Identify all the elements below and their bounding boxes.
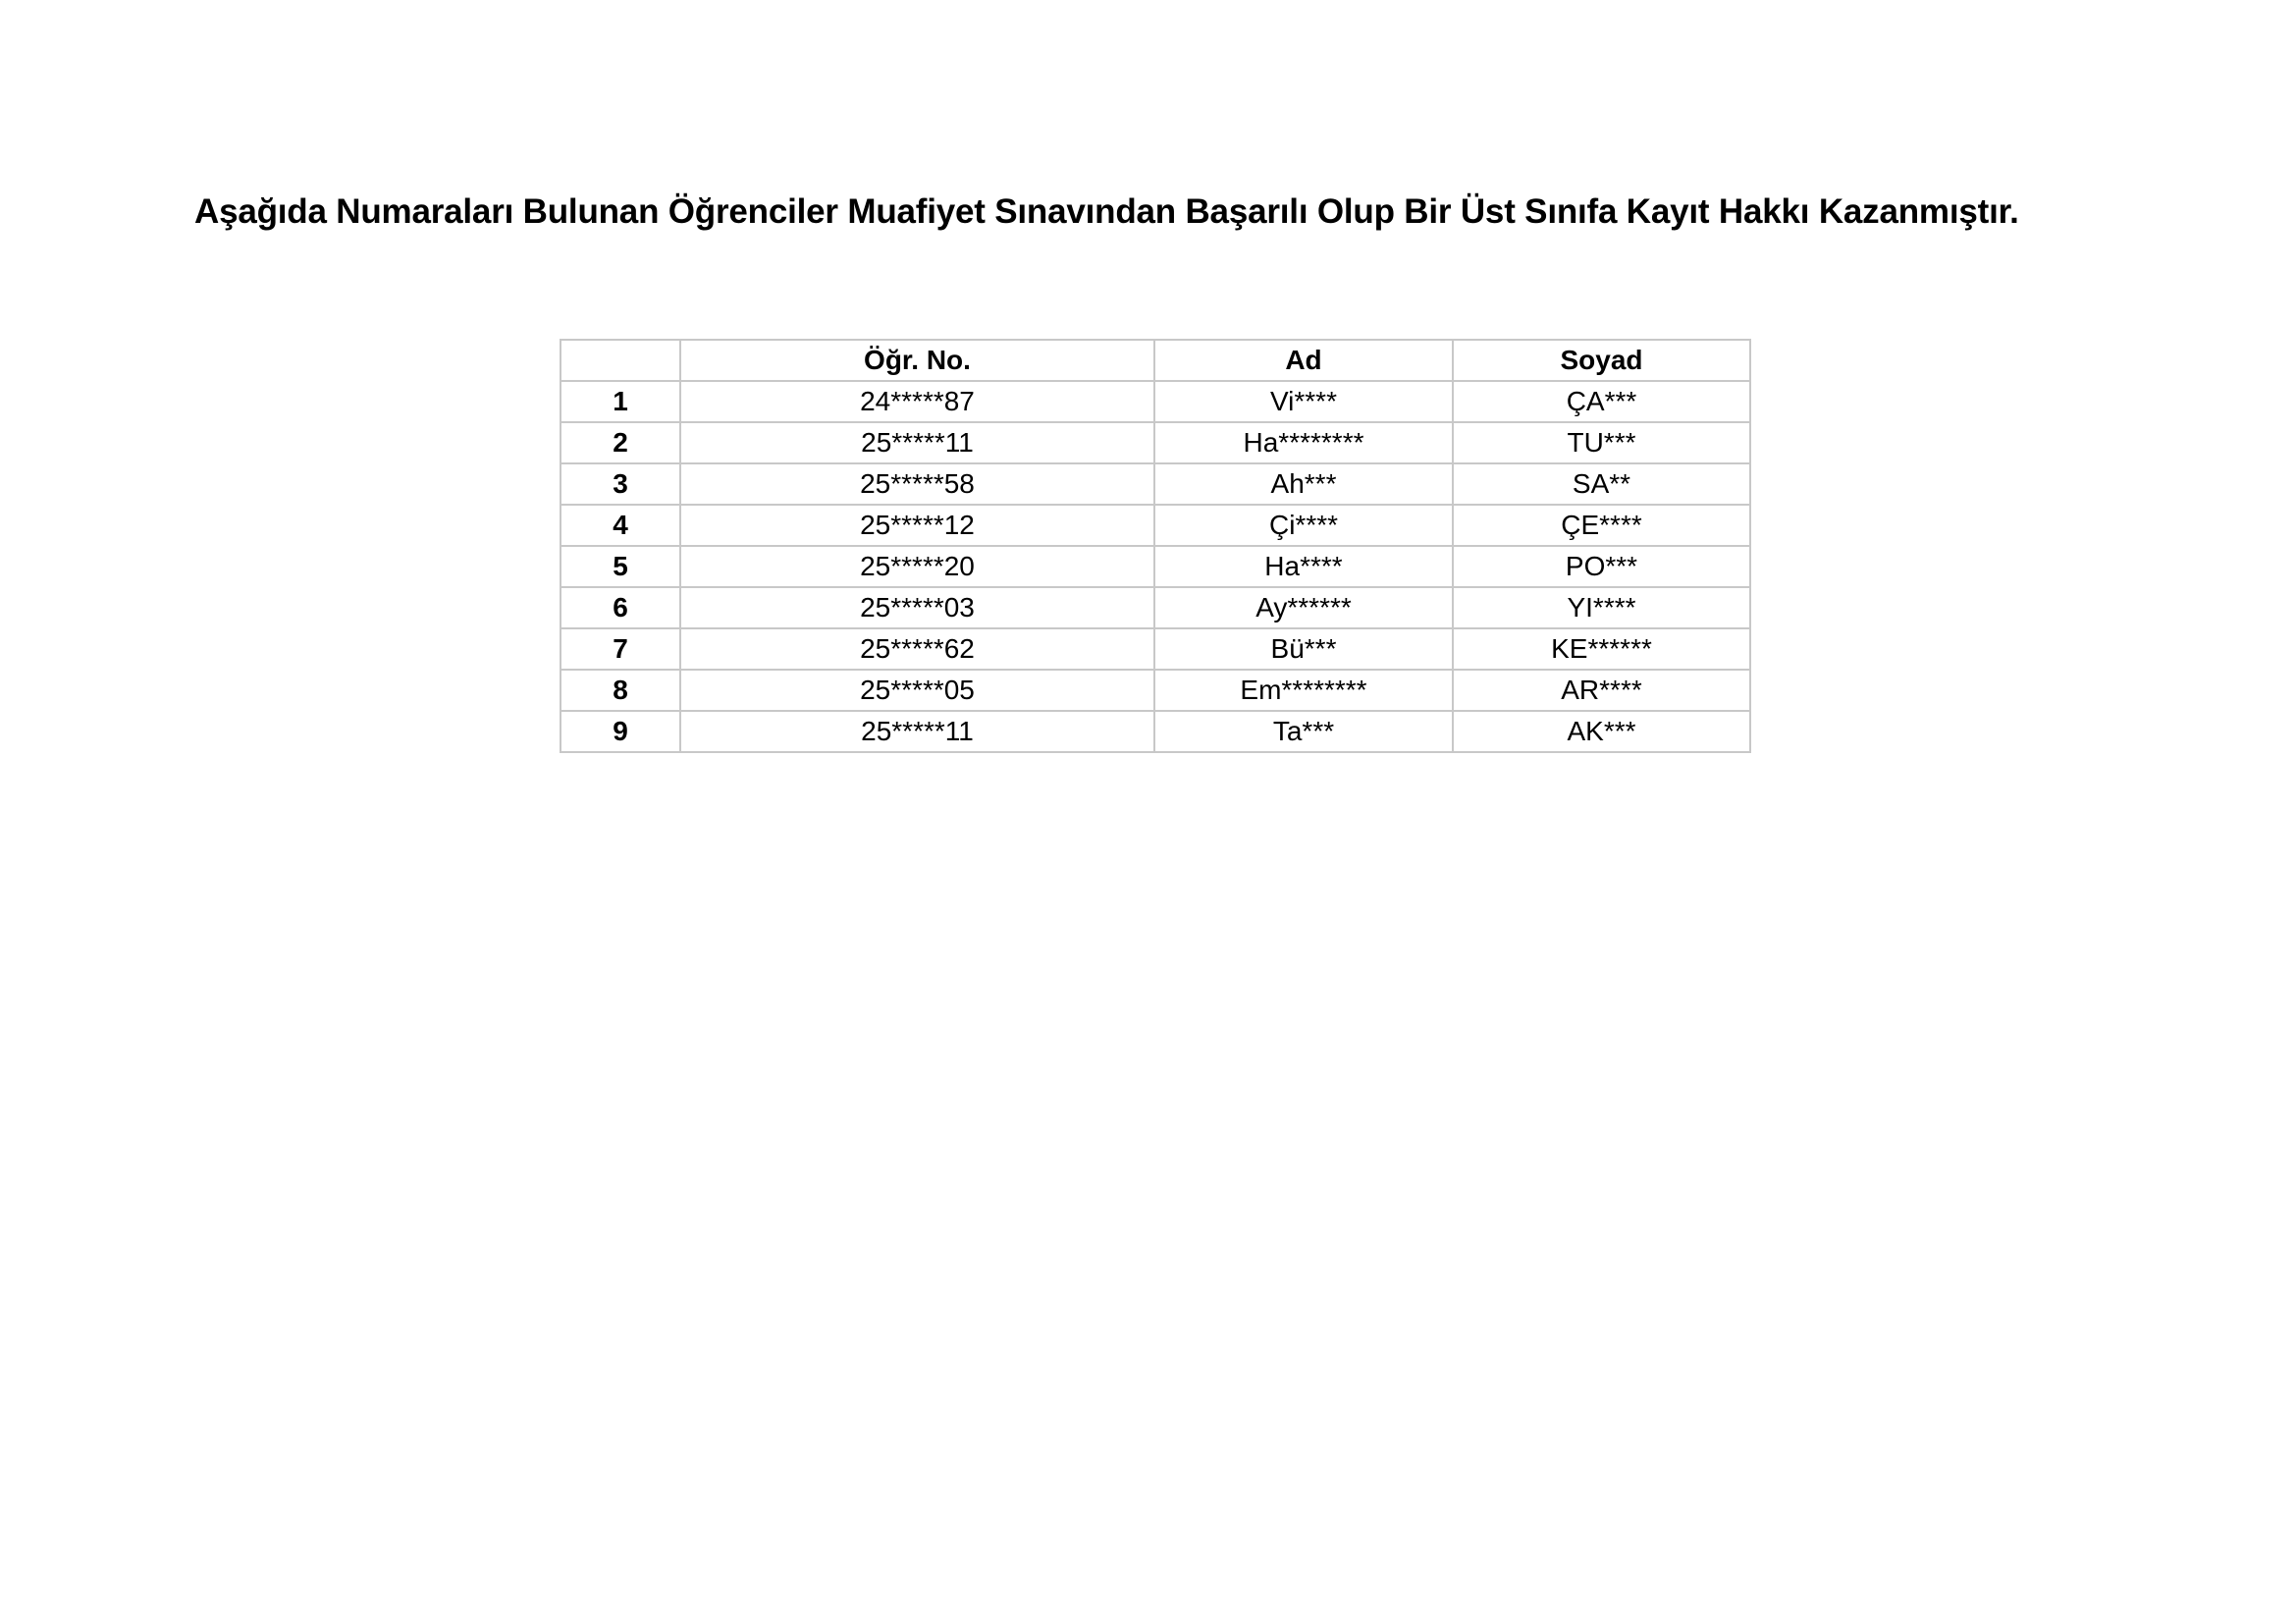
header-first-name: Ad	[1154, 340, 1453, 381]
first-name: Ta***	[1154, 711, 1453, 752]
row-index: 7	[561, 628, 680, 670]
first-name: Çi****	[1154, 505, 1453, 546]
row-index: 3	[561, 463, 680, 505]
last-name: SA**	[1453, 463, 1750, 505]
student-number: 25*****20	[680, 546, 1154, 587]
last-name: YI****	[1453, 587, 1750, 628]
table-row	[561, 463, 1750, 505]
results-table	[560, 339, 1751, 753]
header-index	[561, 340, 680, 381]
table-row	[561, 381, 1750, 422]
student-number: 25*****62	[680, 628, 1154, 670]
last-name: KE******	[1453, 628, 1750, 670]
first-name: Ay******	[1154, 587, 1453, 628]
row-index: 2	[561, 422, 680, 463]
table-row	[561, 628, 1750, 670]
student-number: 25*****11	[680, 422, 1154, 463]
first-name: Bü***	[1154, 628, 1453, 670]
first-name: Vi****	[1154, 381, 1453, 422]
table-row	[561, 546, 1750, 587]
last-name: AK***	[1453, 711, 1750, 752]
table-row	[561, 587, 1750, 628]
student-number: 25*****11	[680, 711, 1154, 752]
table-row	[561, 422, 1750, 463]
row-index: 1	[561, 381, 680, 422]
table-header-row	[561, 340, 1750, 381]
header-last-name: Soyad	[1453, 340, 1750, 381]
last-name: ÇE****	[1453, 505, 1750, 546]
student-number: 25*****03	[680, 587, 1154, 628]
row-index: 4	[561, 505, 680, 546]
last-name: PO***	[1453, 546, 1750, 587]
student-number: 25*****58	[680, 463, 1154, 505]
first-name: Em********	[1154, 670, 1453, 711]
row-index: 9	[561, 711, 680, 752]
last-name: ÇA***	[1453, 381, 1750, 422]
last-name: AR****	[1453, 670, 1750, 711]
student-number: 25*****12	[680, 505, 1154, 546]
last-name: TU***	[1453, 422, 1750, 463]
row-index: 8	[561, 670, 680, 711]
first-name: Ha****	[1154, 546, 1453, 587]
row-index: 6	[561, 587, 680, 628]
page-title: Aşağıda Numaraları Bulunan Öğrenciler Muafiyet Sınavından Başarılı Olup Bir Üst Sınıfa Kayıt Hakkı Kazanmıştır.	[194, 192, 2019, 231]
row-index: 5	[561, 546, 680, 587]
first-name: Ah***	[1154, 463, 1453, 505]
table-row	[561, 505, 1750, 546]
table-row	[561, 670, 1750, 711]
student-number: 25*****05	[680, 670, 1154, 711]
table-row	[561, 711, 1750, 752]
header-student-number: Öğr. No.	[680, 340, 1154, 381]
student-number: 24*****87	[680, 381, 1154, 422]
first-name: Ha********	[1154, 422, 1453, 463]
